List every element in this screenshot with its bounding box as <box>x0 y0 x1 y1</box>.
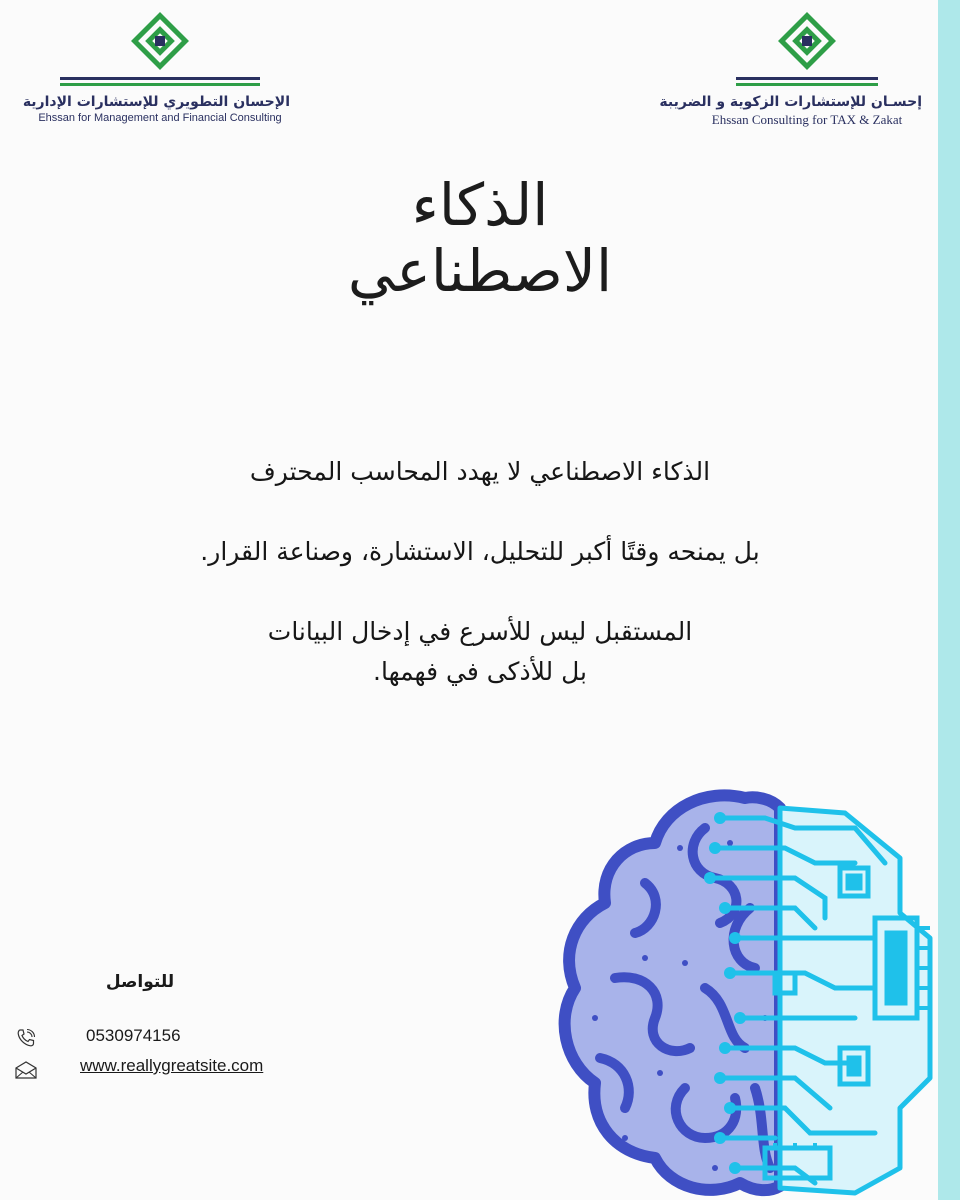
contact-website-link[interactable]: www.reallygreatsite.com <box>80 1056 264 1075</box>
body-paragraph-3a: المستقبل ليس للأسرع في إدخال البيانات <box>267 617 693 646</box>
logo-underline-icon <box>736 76 878 90</box>
accent-side-strip <box>938 0 960 1200</box>
brain-hemisphere <box>565 795 780 1190</box>
page-title <box>230 172 730 304</box>
body-paragraph-2: بل يمنحه وقتًا أكبر للتحليل، الاستشارة، وصناعة القرار. <box>200 537 760 566</box>
logo-left-english: Ehssan for Management and Financial Consulting <box>38 112 282 124</box>
logo-mark-icon <box>125 10 195 72</box>
title-line-1: الذكاء <box>411 171 549 239</box>
logo-mark-icon <box>772 10 842 72</box>
logo-tax-zakat-consulting <box>659 10 922 128</box>
contact-title: للتواصل <box>105 972 175 992</box>
logo-management-consulting <box>22 10 290 124</box>
contact-phone[interactable]: 0530974156 <box>86 1026 181 1045</box>
logo-underline-icon <box>60 76 260 90</box>
mail-icon <box>14 1060 38 1080</box>
title-line-2: الاصطناعي <box>347 237 613 305</box>
ai-brain-circuit-illustration <box>555 788 940 1200</box>
body-paragraph-3b: بل للأذكى في فهمها. <box>373 657 587 686</box>
logo-left-arabic: الإحسان التطويري للإستشارات الإدارية <box>22 94 290 110</box>
phone-icon <box>16 1028 36 1048</box>
logo-right-arabic: إحسـان للإستشارات الزكوية و الضريبة <box>659 94 922 110</box>
body-paragraph-1: الذكاء الاصطناعي لا يهدد المحاسب المحترف <box>249 457 711 486</box>
logo-right-english: Ehssan Consulting for TAX & Zakat <box>711 112 903 127</box>
